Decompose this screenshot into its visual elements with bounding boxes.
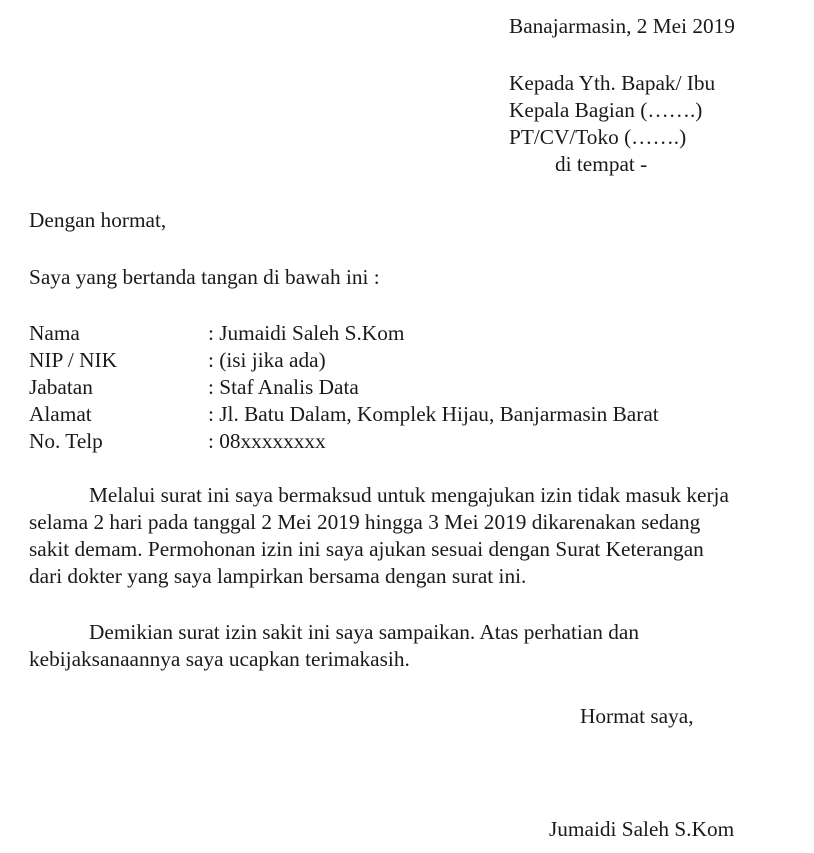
identity-value-alamat: : Jl. Batu Dalam, Komplek Hijau, Banjarmasin Barat: [208, 402, 659, 426]
closing: Hormat saya,: [580, 704, 694, 728]
identity-value-jabatan: : Staf Analis Data: [208, 375, 359, 399]
greeting: Dengan hormat,: [29, 208, 167, 232]
identity-value-telp: : 08xxxxxxxx: [208, 429, 326, 453]
paragraph-1-line-4: dari dokter yang saya lampirkan bersama dengan surat ini.: [29, 564, 527, 588]
recipient-line-2: Kepala Bagian (…….): [509, 98, 703, 122]
signature-name: Jumaidi Saleh S.Kom: [549, 817, 735, 841]
place-date: Banajarmasin, 2 Mei 2019: [509, 14, 735, 38]
identity-label-jabatan: Jabatan: [29, 375, 93, 399]
recipient-line-1: Kepada Yth. Bapak/ Ibu: [509, 71, 716, 95]
paragraph-1-line-1: Melalui surat ini saya bermaksud untuk mengajukan izin tidak masuk kerja: [89, 483, 729, 507]
paragraph-2-line-2: kebijaksanaannya saya ucapkan terimakasih.: [29, 647, 410, 671]
identity-label-nama: Nama: [29, 321, 80, 345]
recipient-line-3: PT/CV/Toko (…….): [509, 125, 687, 149]
identity-label-alamat: Alamat: [29, 402, 92, 426]
paragraph-2-line-1: Demikian surat izin sakit ini saya sampaikan. Atas perhatian dan: [89, 620, 640, 644]
paragraph-1-line-2: selama 2 hari pada tanggal 2 Mei 2019 hingga 3 Mei 2019 dikarenakan sedang: [29, 510, 701, 534]
identity-value-nip: : (isi jika ada): [208, 348, 326, 372]
recipient-line-4: di tempat -: [555, 152, 648, 176]
intro-text: Saya yang bertanda tangan di bawah ini :: [29, 265, 380, 289]
identity-value-nama: : Jumaidi Saleh S.Kom: [208, 321, 405, 345]
identity-label-telp: No. Telp: [29, 429, 103, 453]
identity-label-nip: NIP / NIK: [29, 348, 117, 372]
paragraph-1-line-3: sakit demam. Permohonan izin ini saya ajukan sesuai dengan Surat Keterangan: [29, 537, 704, 561]
